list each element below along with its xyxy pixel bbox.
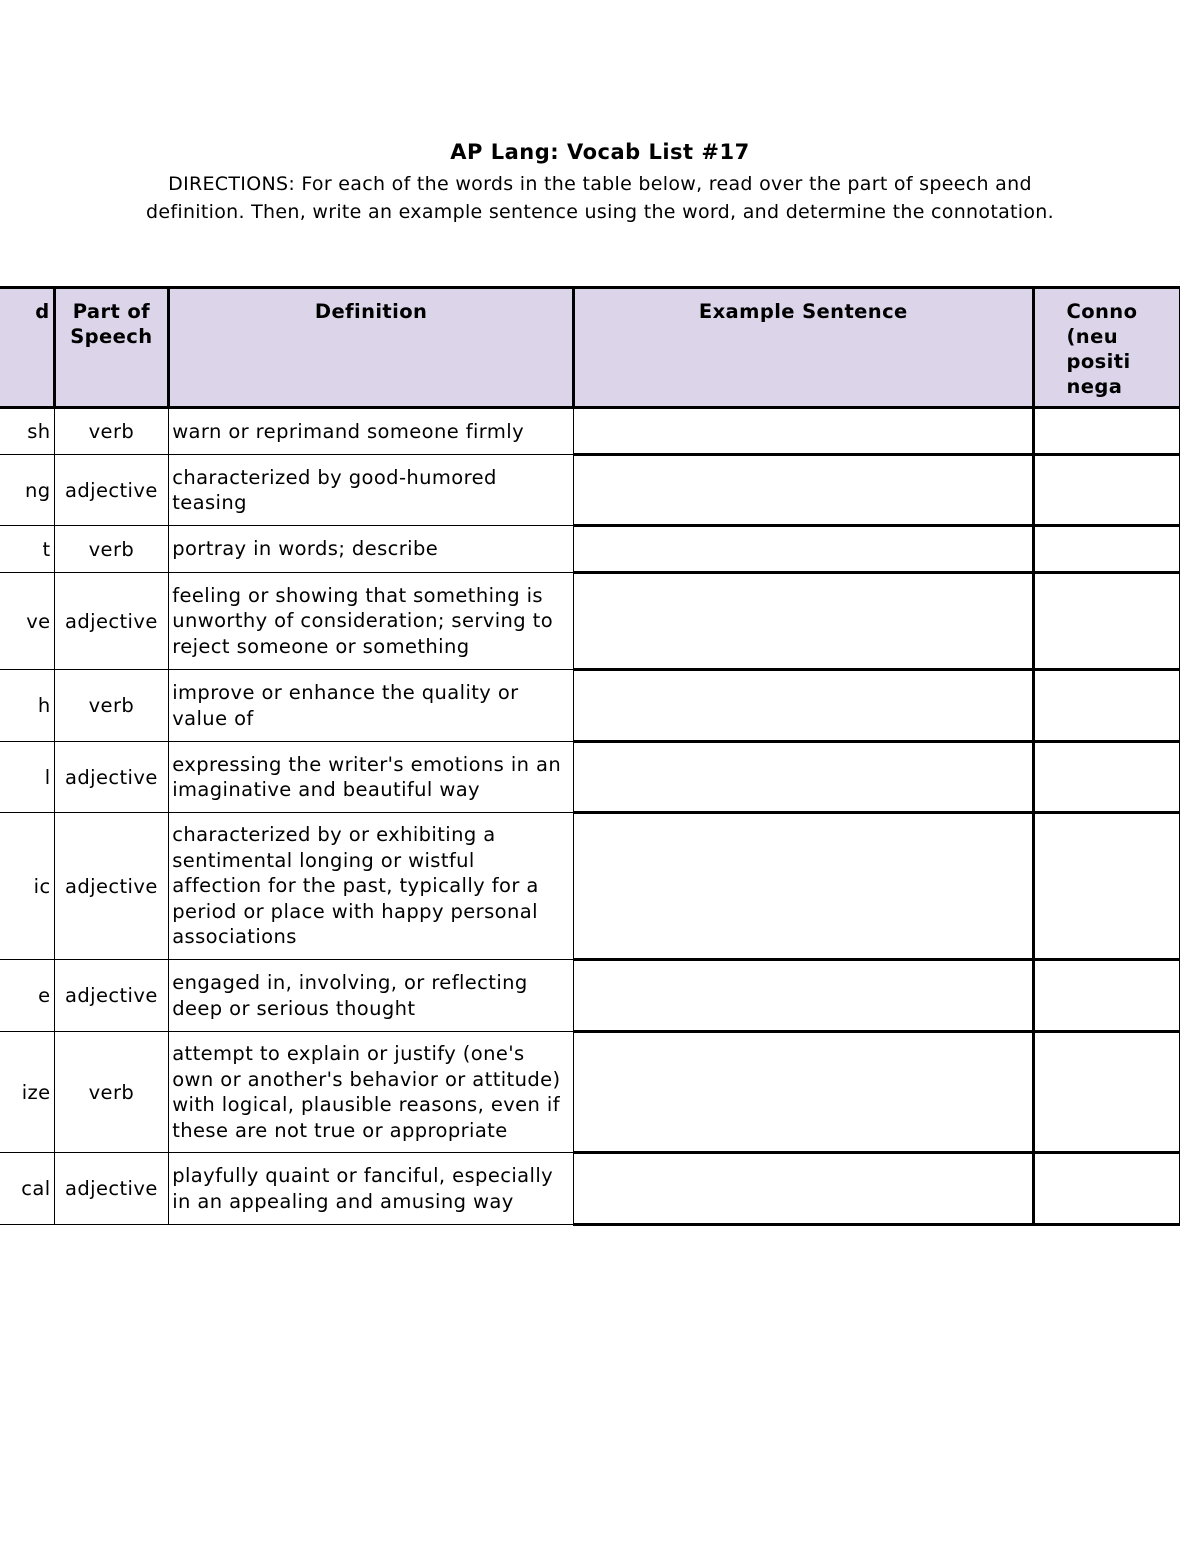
- connotation-cell[interactable]: [1033, 813, 1180, 960]
- word-cell: h: [0, 670, 54, 742]
- word-cell: ic: [0, 813, 54, 960]
- connotation-cell[interactable]: [1033, 742, 1180, 813]
- part-of-speech-cell: adjective: [54, 742, 169, 813]
- part-of-speech-cell: verb: [54, 526, 169, 573]
- word-cell: ve: [0, 573, 54, 670]
- part-of-speech-cell: adjective: [54, 813, 169, 960]
- definition-cell: attempt to explain or justify (one's own or another's behavior or attitude) with logical, plausible reasons, even if these are not true or appropriate: [169, 1032, 574, 1153]
- vocab-table: [0, 286, 1180, 1226]
- word-cell: ize: [0, 1032, 54, 1153]
- word-cell: l: [0, 742, 54, 813]
- word-cell: ng: [0, 455, 54, 526]
- definition-cell: portray in words; describe: [169, 526, 574, 573]
- definition-cell: feeling or showing that something is unworthy of consideration; serving to reject someone or something: [169, 573, 574, 670]
- table-row: [0, 960, 1180, 1032]
- example-sentence-cell[interactable]: [574, 1032, 1033, 1153]
- example-sentence-cell[interactable]: [574, 670, 1033, 742]
- header-row: [0, 288, 1180, 408]
- part-of-speech-cell: verb: [54, 408, 169, 455]
- definition-cell: improve or enhance the quality or value of: [169, 670, 574, 742]
- table-row: [0, 526, 1180, 573]
- example-sentence-cell[interactable]: [574, 408, 1033, 455]
- table-row: [0, 742, 1180, 813]
- connotation-cell[interactable]: [1033, 455, 1180, 526]
- connotation-cell[interactable]: [1033, 573, 1180, 670]
- column-header-example-sentence: Example Sentence: [574, 288, 1033, 408]
- definition-cell: characterized by or exhibiting a sentimental longing or wistful affection for the past, typically for a period or place with happy personal associations: [169, 813, 574, 960]
- table-row: [0, 670, 1180, 742]
- example-sentence-cell[interactable]: [574, 455, 1033, 526]
- definition-cell: characterized by good-humored teasing: [169, 455, 574, 526]
- definition-cell: playfully quaint or fanciful, especially in an appealing and amusing way: [169, 1153, 574, 1225]
- directions-text: DIRECTIONS: For each of the words in the table below, read over the part of speech and definition. Then, write an example sentence using the word, and determine the connotation.: [146, 173, 1054, 223]
- connotation-cell[interactable]: [1033, 526, 1180, 573]
- connotation-cell[interactable]: [1033, 1153, 1180, 1225]
- word-cell: sh: [0, 408, 54, 455]
- table-row: [0, 1032, 1180, 1153]
- connotation-cell[interactable]: [1033, 670, 1180, 742]
- example-sentence-cell[interactable]: [574, 742, 1033, 813]
- example-sentence-cell[interactable]: [574, 813, 1033, 960]
- part-of-speech-cell: adjective: [54, 455, 169, 526]
- definition-cell: engaged in, involving, or reflecting deep or serious thought: [169, 960, 574, 1032]
- connotation-cell[interactable]: [1033, 408, 1180, 455]
- table-row: [0, 455, 1180, 526]
- table-row: [0, 813, 1180, 960]
- page-title: AP Lang: Vocab List #17: [450, 140, 750, 164]
- part-of-speech-cell: verb: [54, 1032, 169, 1153]
- part-of-speech-cell: adjective: [54, 573, 169, 670]
- table-row: [0, 408, 1180, 455]
- example-sentence-cell[interactable]: [574, 960, 1033, 1032]
- column-header-definition: Definition: [169, 288, 574, 408]
- word-cell: t: [0, 526, 54, 573]
- word-cell: e: [0, 960, 54, 1032]
- part-of-speech-cell: adjective: [54, 960, 169, 1032]
- table-row: [0, 1153, 1180, 1225]
- definition-cell: warn or reprimand someone firmly: [169, 408, 574, 455]
- example-sentence-cell[interactable]: [574, 573, 1033, 670]
- column-header-word: d: [0, 288, 54, 408]
- definition-cell: expressing the writer's emotions in an imaginative and beautiful way: [169, 742, 574, 813]
- connotation-cell[interactable]: [1033, 960, 1180, 1032]
- example-sentence-cell[interactable]: [574, 526, 1033, 573]
- part-of-speech-cell: verb: [54, 670, 169, 742]
- example-sentence-cell[interactable]: [574, 1153, 1033, 1225]
- table-row: [0, 573, 1180, 670]
- word-cell: cal: [0, 1153, 54, 1225]
- connotation-cell[interactable]: [1033, 1032, 1180, 1153]
- part-of-speech-cell: adjective: [54, 1153, 169, 1225]
- column-header-connotation: Conno (neu positi nega: [1033, 288, 1180, 408]
- column-header-part-of-speech: Part of Speech: [54, 288, 169, 408]
